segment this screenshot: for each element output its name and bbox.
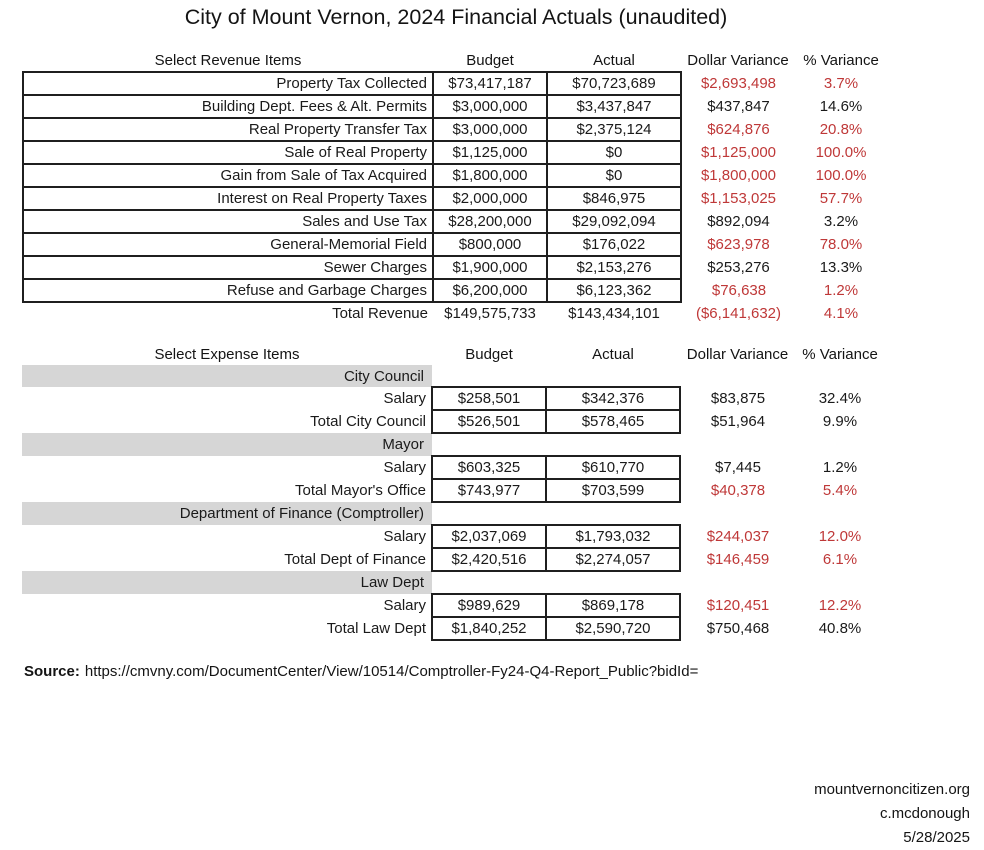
dollar-variance-cell: $120,451 <box>706 597 770 614</box>
dollar-variance-cell: $2,693,498 <box>700 75 777 92</box>
revenue-item-label: Sale of Real Property <box>23 141 433 164</box>
actual-cell: $342,376 <box>546 387 680 410</box>
expense-item-label: Salary <box>383 459 426 476</box>
revenue-item-label: Property Tax Collected <box>23 72 433 95</box>
actual-cell: $29,092,094 <box>547 210 681 233</box>
dollar-variance-cell: $623,978 <box>707 236 770 253</box>
dollar-variance-cell: $146,459 <box>706 551 770 568</box>
source-line <box>24 663 698 680</box>
pct-variance-cell: 78.0% <box>819 236 863 253</box>
pct-variance-cell: 40.8% <box>818 620 862 637</box>
revenue-item-label: Sewer Charges <box>23 256 433 279</box>
expense-items-header: Select Expense Items <box>154 345 300 363</box>
pct-variance-cell: 9.9% <box>822 413 858 430</box>
dollar-variance-cell: $1,153,025 <box>700 190 777 207</box>
actual-cell: $846,975 <box>547 187 681 210</box>
pct-variance-cell: 57.7% <box>819 190 863 207</box>
budget-cell: $743,977 <box>432 479 546 502</box>
pct-variance-cell: 14.6% <box>819 98 863 115</box>
table-row <box>23 187 886 210</box>
budget-cell: $1,800,000 <box>433 164 547 187</box>
dollar-variance-cell: $437,847 <box>707 98 770 115</box>
table-row <box>22 479 885 502</box>
actual-cell: $2,590,720 <box>546 617 680 640</box>
budget-cell: $28,200,000 <box>433 210 547 233</box>
expense-group-label: City Council <box>22 365 432 387</box>
table-row <box>23 118 886 141</box>
dollar-variance-cell: ($6,141,632) <box>695 304 782 322</box>
pct-variance-header: % Variance <box>802 345 878 363</box>
expense-table <box>22 343 885 641</box>
table-row <box>22 387 885 410</box>
page-title: City of Mount Vernon, 2024 Financial Actuals (unaudited) <box>184 5 728 29</box>
budget-header: Budget <box>466 51 514 69</box>
table-row <box>23 95 886 118</box>
pct-variance-cell: 100.0% <box>815 144 867 161</box>
table-row <box>23 233 886 256</box>
budget-cell: $73,417,187 <box>433 72 547 95</box>
dollar-variance-cell: $892,094 <box>707 213 770 230</box>
expense-item-label: Total Law Dept <box>326 620 426 637</box>
dollar-variance-header: Dollar Variance <box>686 345 789 363</box>
budget-cell: $526,501 <box>432 410 546 433</box>
credit-site: mountvernoncitizen.org <box>814 781 970 798</box>
budget-cell: $1,840,252 <box>432 617 546 640</box>
budget-cell: $149,575,733 <box>444 305 536 322</box>
actual-cell: $70,723,689 <box>547 72 681 95</box>
expense-group-label: Law Dept <box>22 571 432 594</box>
dollar-variance-cell: $253,276 <box>707 259 770 276</box>
actual-cell: $3,437,847 <box>547 95 681 118</box>
actual-cell: $2,153,276 <box>547 256 681 279</box>
actual-cell: $610,770 <box>546 456 680 479</box>
revenue-item-label: General-Memorial Field <box>23 233 433 256</box>
revenue-item-label: Interest on Real Property Taxes <box>23 187 433 210</box>
pct-variance-cell: 6.1% <box>822 551 858 568</box>
pct-variance-cell: 4.1% <box>823 304 859 322</box>
table-row <box>22 525 885 548</box>
revenue-item-label: Building Dept. Fees & Alt. Permits <box>23 95 433 118</box>
revenue-item-label: Refuse and Garbage Charges <box>23 279 433 302</box>
pct-variance-cell: 3.7% <box>823 75 859 92</box>
credit-date: 5/28/2025 <box>903 829 970 846</box>
dollar-variance-cell: $1,125,000 <box>700 144 777 161</box>
pct-variance-cell: 32.4% <box>818 390 862 407</box>
expense-group-band <box>22 433 885 456</box>
credits <box>814 778 970 850</box>
actual-cell: $2,375,124 <box>547 118 681 141</box>
table-row <box>23 279 886 302</box>
revenue-item-label: Gain from Sale of Tax Acquired <box>23 164 433 187</box>
dollar-variance-header: Dollar Variance <box>687 52 789 69</box>
budget-cell: $989,629 <box>432 594 546 617</box>
expense-item-label: Salary <box>383 390 426 407</box>
table-row <box>23 256 886 279</box>
table-row <box>23 72 886 95</box>
dollar-variance-cell: $1,800,000 <box>700 167 777 184</box>
expense-group-band <box>22 571 885 594</box>
budget-cell: $3,000,000 <box>433 95 547 118</box>
revenue-item-label: Real Property Transfer Tax <box>23 118 433 141</box>
pct-variance-cell: 100.0% <box>815 167 867 184</box>
actual-cell: $869,178 <box>546 594 680 617</box>
source-url: https://cmvny.com/DocumentCenter/View/10514/Comptroller-Fy24-Q4-Report_Public?bidId= <box>84 663 699 680</box>
dollar-variance-cell: $76,638 <box>711 282 767 299</box>
actual-cell: $0 <box>547 164 681 187</box>
actual-cell: $2,274,057 <box>546 548 680 571</box>
pct-variance-cell: 12.0% <box>818 528 862 545</box>
budget-cell: $3,000,000 <box>433 118 547 141</box>
total-revenue-label: Total Revenue <box>332 305 428 322</box>
dollar-variance-cell: $51,964 <box>710 413 766 430</box>
table-row <box>22 410 885 433</box>
table-row <box>22 548 885 571</box>
dollar-variance-cell: $7,445 <box>715 459 761 476</box>
actual-header: Actual <box>593 51 635 69</box>
actual-header: Actual <box>592 345 634 363</box>
pct-variance-cell: 5.4% <box>822 482 858 499</box>
pct-variance-cell: 1.2% <box>823 282 859 299</box>
expense-item-label: Total Mayor's Office <box>295 482 426 499</box>
budget-cell: $2,037,069 <box>432 525 546 548</box>
pct-variance-cell: 20.8% <box>819 121 863 138</box>
table-row <box>22 594 885 617</box>
expense-group-band <box>22 502 885 525</box>
table-row <box>22 456 885 479</box>
actual-cell: $176,022 <box>547 233 681 256</box>
pct-variance-cell: 1.2% <box>822 459 858 476</box>
dollar-variance-cell: $750,468 <box>706 620 770 637</box>
budget-cell: $603,325 <box>432 456 546 479</box>
table-row <box>22 617 885 640</box>
pct-variance-header: % Variance <box>803 52 879 69</box>
dollar-variance-cell: $83,875 <box>710 390 766 407</box>
expense-item-label: Salary <box>383 597 426 614</box>
expense-group-label: Department of Finance (Comptroller) <box>22 502 432 525</box>
expense-item-label: Total City Council <box>310 413 426 430</box>
budget-cell: $1,900,000 <box>433 256 547 279</box>
expense-group-label: Mayor <box>22 433 432 456</box>
table-row <box>23 210 886 233</box>
pct-variance-cell: 13.3% <box>819 259 863 276</box>
pct-variance-cell: 3.2% <box>823 213 859 230</box>
actual-cell: $703,599 <box>546 479 680 502</box>
actual-cell: $6,123,362 <box>547 279 681 302</box>
budget-header: Budget <box>465 345 513 363</box>
actual-cell: $1,793,032 <box>546 525 680 548</box>
expense-item-label: Total Dept of Finance <box>284 551 426 568</box>
dollar-variance-cell: $40,378 <box>710 482 766 499</box>
budget-cell: $6,200,000 <box>433 279 547 302</box>
revenue-items-header: Select Revenue Items <box>154 51 302 69</box>
credit-author: c.mcdonough <box>879 805 970 822</box>
budget-cell: $800,000 <box>433 233 547 256</box>
dollar-variance-cell: $624,876 <box>707 121 770 138</box>
table-row <box>23 164 886 187</box>
total-revenue-row <box>23 302 886 324</box>
dollar-variance-cell: $244,037 <box>706 528 770 545</box>
revenue-header-row <box>23 49 886 72</box>
budget-cell: $1,125,000 <box>433 141 547 164</box>
expense-group-band <box>22 365 885 387</box>
actual-cell: $578,465 <box>546 410 680 433</box>
budget-cell: $258,501 <box>432 387 546 410</box>
source-label: Source: <box>24 663 80 680</box>
table-row <box>23 141 886 164</box>
pct-variance-cell: 12.2% <box>818 597 862 614</box>
revenue-table <box>22 49 887 324</box>
budget-cell: $2,420,516 <box>432 548 546 571</box>
expense-item-label: Salary <box>383 528 426 545</box>
actual-cell: $143,434,101 <box>568 305 660 322</box>
expense-header-row <box>22 343 885 365</box>
budget-cell: $2,000,000 <box>433 187 547 210</box>
actual-cell: $0 <box>547 141 681 164</box>
revenue-item-label: Sales and Use Tax <box>23 210 433 233</box>
